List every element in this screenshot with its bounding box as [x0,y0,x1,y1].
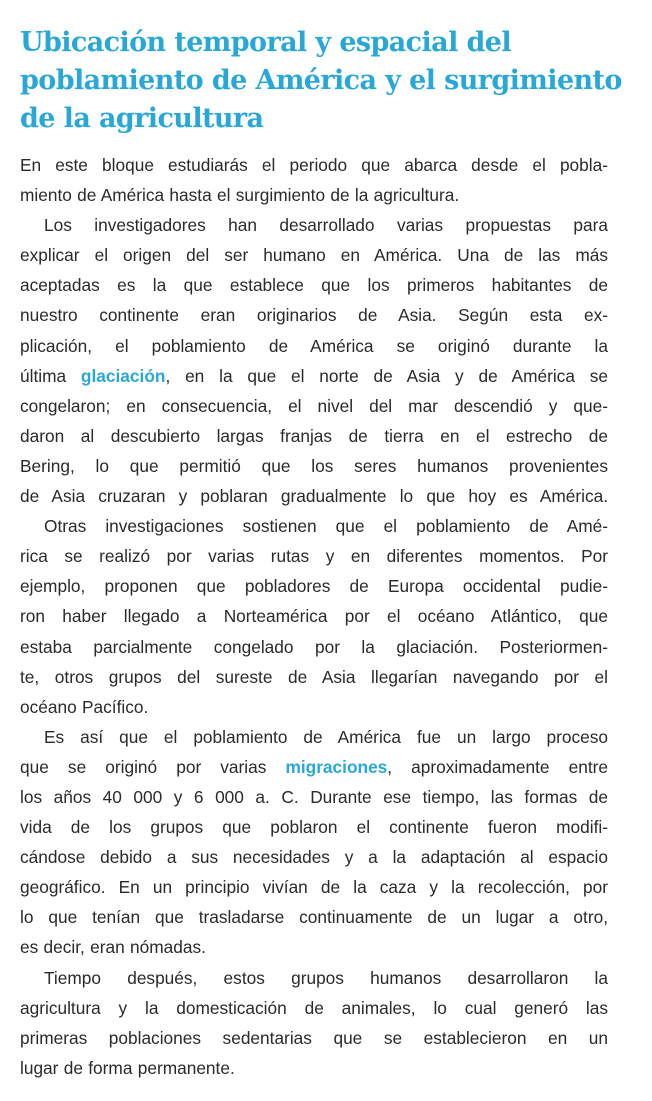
text-line: estaba parcialmente congelado por la glaciación. Posteriormen- [20,636,608,657]
text-line: lugar de forma permanente. [20,1057,235,1078]
text-line: agricultura y la domesticación de animales, lo cual generó las [20,997,608,1018]
paragraph-origin-theories [20,210,608,511]
paragraph-agriculture [20,963,608,1083]
paragraph-other-routes [20,511,608,722]
text-line: plicación, el poblamiento de América se originó durante la [20,335,608,356]
text-line: Bering, lo que permitió que los seres humanos provenientes [20,455,608,476]
section-title [20,24,622,138]
text-line: En este bloque estudiarás el periodo que abarca desde el pobla- [20,155,608,175]
text-segment: , en la que el norte de Asia y de América se [165,365,608,386]
text-line: océano Pacífico. [20,696,149,717]
text-line: miento de América hasta el surgimiento de la agricultura. [20,185,460,206]
text-segment: última [20,365,81,386]
text-line: los años 40 000 y 6 000 a. C. Durante ese tiempo, las formas de [20,786,608,807]
text-line: vida de los grupos que poblaron el continente fueron modifi- [20,817,608,838]
text-line: primeras poblaciones sedentarias que se establecieron en un [20,1027,608,1048]
text-segment: que se originó por varias [20,756,286,777]
text-line: explicar el origen del ser humano en América. Una de las más [20,245,608,266]
text-line [20,752,608,782]
text-line: rica se realizó por varias rutas y en diferentes momentos. Por [20,546,608,567]
text-line: de Asia cruzaran y poblaran gradualmente lo que hoy es América. [20,486,608,507]
paragraph-intro [20,150,608,210]
text-line: daron al descubierto largas franjas de tierra en el estrecho de [20,425,608,446]
glossary-term-glaciacion: glaciación [80,365,166,386]
text-line: cándose debido a sus necesidades y a la adaptación al espacio [20,847,608,868]
text-line: Es así que el poblamiento de América fue un largo proceso [44,726,608,747]
text-line: Los investigadores han desarrollado varias propuestas para [44,215,608,236]
text-line: congelaron; en consecuencia, el nivel del mar descendió y que- [20,395,608,416]
text-line: geográfico. En un principio vivían de la caza y la recolección, por [20,877,608,898]
glossary-term-migraciones: migraciones [285,756,388,777]
text-line: nuestro continente eran originarios de Asia. Según esta ex- [20,305,608,326]
text-segment: , aproximadamente entre [387,756,608,777]
text-line: ejemplo, proponen que pobladores de Europa occidental pudie- [20,576,608,597]
paragraph-migrations [20,722,608,963]
text-line: lo que tenían que trasladarse continuamente de un lugar a otro, [20,907,608,928]
text-line: es decir, eran nómadas. [20,937,206,958]
title-line: poblamiento de América y el surgimiento [20,65,622,96]
text-line: Otras investigaciones sostienen que el poblamiento de Amé- [44,516,608,537]
body-text [20,150,608,1083]
title-line: Ubicación temporal y espacial del [20,27,512,58]
text-line: Tiempo después, estos grupos humanos desarrollaron la [44,967,608,988]
title-line: de la agricultura [20,103,264,134]
text-line [20,361,608,391]
text-line: aceptadas es la que establece que los primeros habitantes de [20,275,608,296]
text-line: ron haber llegado a Norteamérica por el océano Atlántico, que [20,606,608,627]
text-line: te, otros grupos del sureste de Asia llegarían navegando por el [20,666,608,687]
